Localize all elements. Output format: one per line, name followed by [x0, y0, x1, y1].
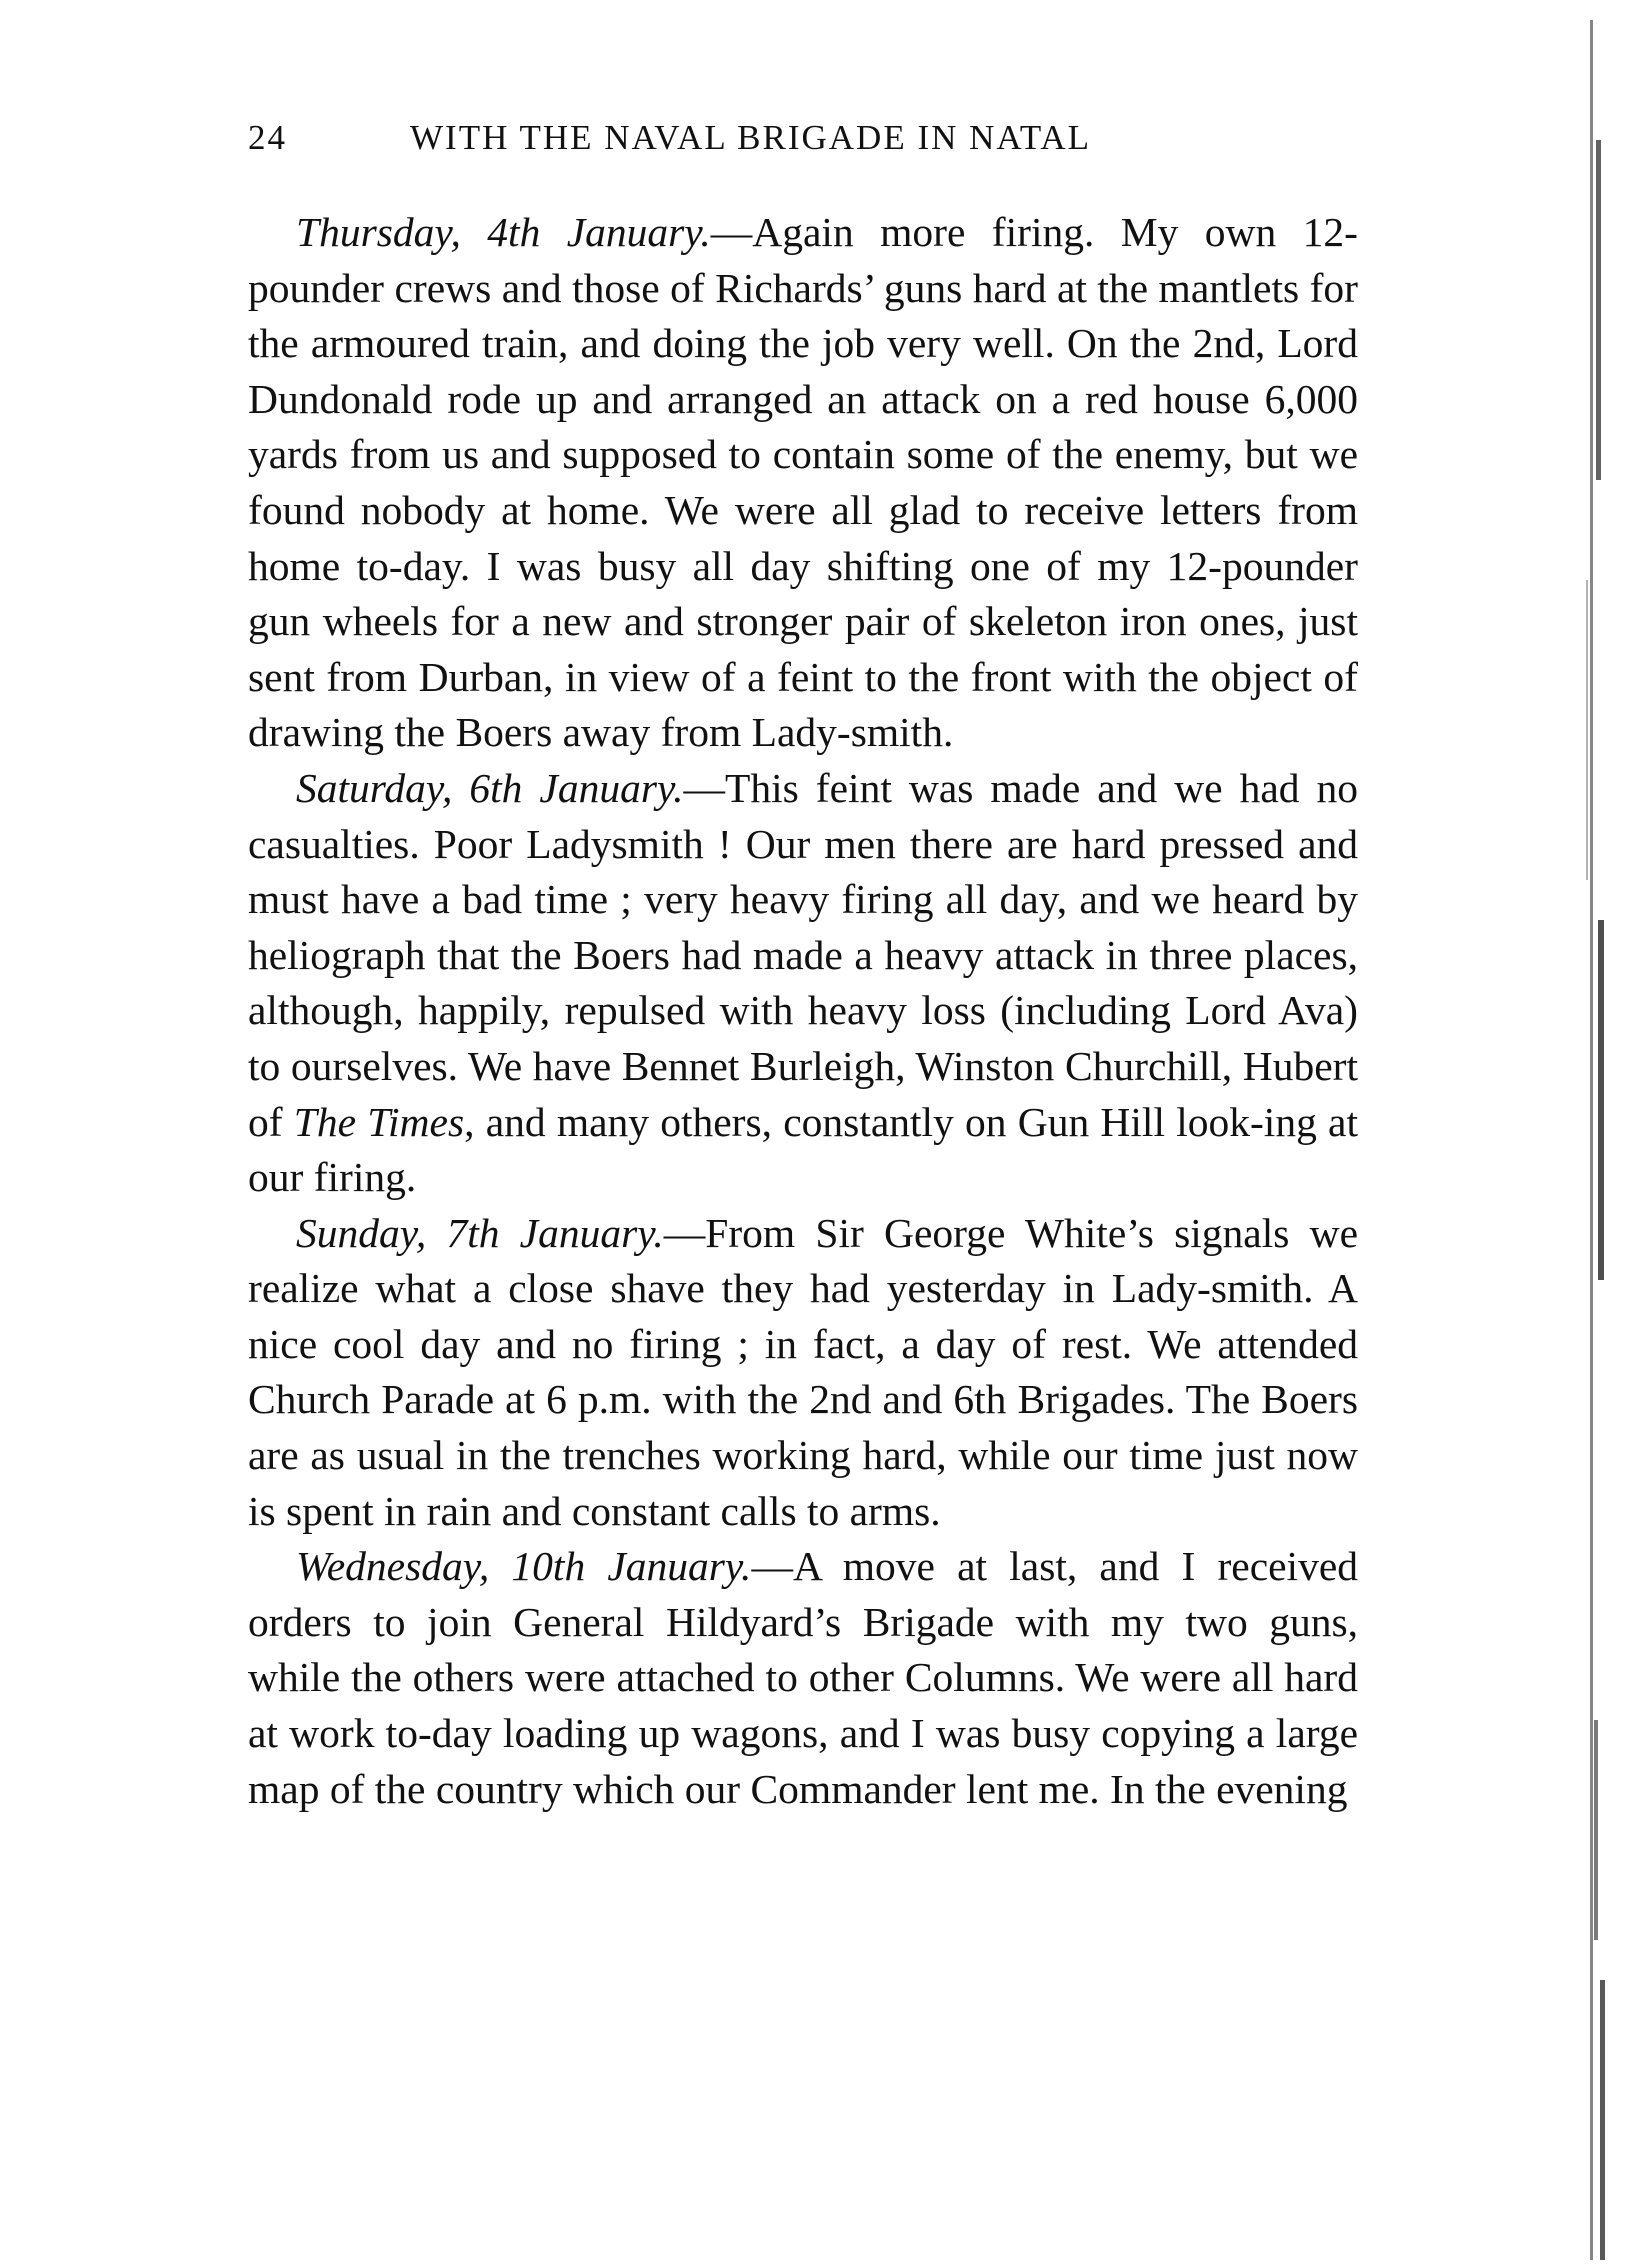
page-gutter-shadow [1560, 20, 1620, 2260]
page-number: 24 [248, 118, 287, 157]
running-title: WITH THE NAVAL BRIGADE IN NATAL [410, 118, 1092, 157]
running-head [248, 118, 1348, 168]
entry-date: Thursday, 4th January. [296, 209, 711, 255]
entry-text: —This feint was made and we had no casualties. Poor Ladysmith ! Our men there are hard pressed and must have a bad time ; very heavy firing all day, and we heard by heliograph that the Boers had made a heavy attack in three places, although, happily, repulsed with heavy loss (including Lord Ava) to ourselves. We have Bennet Burleigh, Winston Churchill, Hubert of [248, 764, 1359, 1145]
entry-date: Sunday, 7th January. [296, 1209, 664, 1256]
entry-text: —A move at last, and I received orders to join General Hildyard’s Brigade with my two guns, while the others were attached to other Columns. We were all hard at work to-day loading up wagons, and I was busy copying a large map of the country which our Commander lent me. In the evening [248, 1543, 1359, 1812]
newspaper-title: The Times [293, 1098, 465, 1145]
diary-entry-wednesday [248, 1539, 1358, 1817]
diary-entry-sunday [248, 1206, 1358, 1540]
diary-entry-saturday [248, 761, 1358, 1206]
entry-date: Saturday, 6th January. [296, 764, 684, 811]
entry-text: —Again more firing. My own 12-pounder crews and those of Richards’ guns hard at the mantlets for the armoured train, and doing the job very well. On the 2nd, Lord Dundonald rode up and arranged an attack on a red house 6,000 yards from us and supposed to contain some of the enemy, but we found nobody at home. We were all glad to receive letters from home to-day. I was busy all day shifting one of my 12-pounder gun wheels for a new and stronger pair of skeleton iron ones, just sent from Durban, in view of a feint to the front with the object of drawing the Boers away from Lady-smith. [248, 209, 1358, 756]
entry-date: Wednesday, 10th January. [296, 1543, 752, 1590]
body-text [248, 205, 1358, 1817]
entry-text: —From Sir George White’s signals we realize what a close shave they had yesterday in Lady-smith. A nice cool day and no firing ; in fact, a day of rest. We attended Church Parade at 6 p.m. with the 2nd and 6th Brigades. The Boers are as usual in the trenches working hard, while our time just now is spent in rain and constant calls to arms. [248, 1209, 1358, 1534]
entry-text-continued: , and many others, constantly on Gun Hill look-ing at our firing. [248, 1098, 1358, 1201]
diary-entry-thursday [248, 205, 1358, 761]
